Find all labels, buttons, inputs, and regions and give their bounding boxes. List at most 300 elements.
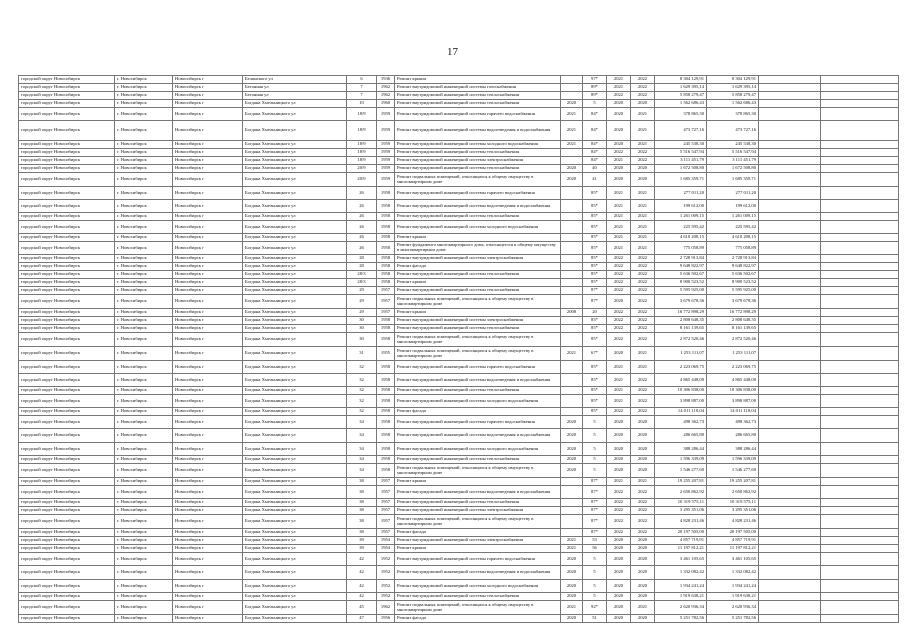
cell-settlement: Новосибирск г xyxy=(173,601,243,615)
cell-wear-percent: 5 xyxy=(583,593,607,601)
cell-planned-year xyxy=(561,325,583,333)
cell-wear-percent: 84* xyxy=(583,121,607,141)
cell-start-year: 2020 xyxy=(607,615,631,623)
cell-city: г. Новосибирск xyxy=(115,566,173,580)
cell-cost-total: 4 610 208,15 xyxy=(707,234,759,242)
cell-street: Богдана Хмельницкого ул xyxy=(243,141,347,149)
cell-settlement: Новосибирск г xyxy=(173,593,243,601)
cell-settlement: Новосибирск г xyxy=(173,456,243,464)
cell-city: г. Новосибирск xyxy=(115,601,173,615)
cell-house-number: 29 xyxy=(347,295,377,309)
table-row xyxy=(19,347,899,361)
cell-settlement: Новосибирск г xyxy=(173,395,243,408)
cell-work-type: Ремонт внутридомовой инженерной системы электроснабжения xyxy=(395,317,561,325)
cell-build-year: 1957 xyxy=(377,486,395,499)
cell-cost: 20 197 505,00 xyxy=(655,529,707,537)
cell-start-year: 2021 xyxy=(607,157,631,165)
cell-city: г. Новосибирск xyxy=(115,387,173,395)
cell-cost-total: 5 858 279,47 xyxy=(707,92,759,100)
cell-cost-total: 20 197 505,00 xyxy=(707,529,759,537)
cell-end-year: 2022 xyxy=(631,515,655,529)
cell-start-year: 2020 xyxy=(607,537,631,545)
cell-settlement: Новосибирск г xyxy=(173,221,243,234)
cell-planned-year: 2020 xyxy=(561,429,583,443)
cell-wear-percent: 41 xyxy=(583,173,607,187)
cell-start-year: 2020 xyxy=(607,295,631,309)
cell-settlement: Новосибирск г xyxy=(173,295,243,309)
cell-build-year: 1958 xyxy=(377,271,395,279)
cell-cost: 1 261 009,15 xyxy=(655,213,707,221)
cell-end-year: 2021 xyxy=(631,221,655,234)
cell-end-year: 2022 xyxy=(631,309,655,317)
cell-district: городской округ Новосибирск xyxy=(19,566,115,580)
cell-build-year: 1958 xyxy=(377,234,395,242)
cell-house-number: 7 xyxy=(347,84,377,92)
cell-extra-2 xyxy=(821,325,899,333)
cell-wear-percent: 5 xyxy=(583,429,607,443)
cell-start-year: 2021 xyxy=(607,221,631,234)
cell-start-year: 2021 xyxy=(607,213,631,221)
cell-work-type: Ремонт внутридомовой инженерной системы теплоснабжения xyxy=(395,100,561,108)
cell-extra-1 xyxy=(759,395,821,408)
table-row xyxy=(19,566,899,580)
cell-street: Богдана Хмельницкого ул xyxy=(243,486,347,499)
cell-house-number: 32 xyxy=(347,395,377,408)
cell-extra-2 xyxy=(821,593,899,601)
cell-wear-percent: 51 xyxy=(583,615,607,623)
cell-cost: 5 858 279,47 xyxy=(655,92,707,100)
cell-planned-year: 2020 xyxy=(561,443,583,456)
cell-end-year: 2022 xyxy=(631,84,655,92)
cell-start-year: 2022 xyxy=(607,486,631,499)
cell-extra-2 xyxy=(821,347,899,361)
cell-end-year: 2022 xyxy=(631,507,655,515)
cell-extra-1 xyxy=(759,408,821,416)
cell-work-type: Ремонт внутридомовой инженерной системы теплоснабжения xyxy=(395,271,561,279)
cell-street: Богдана Хмельницкого ул xyxy=(243,615,347,623)
cell-cost: 5 516 547,94 xyxy=(655,149,707,157)
cell-extra-2 xyxy=(821,545,899,553)
cell-district: городской округ Новосибирск xyxy=(19,615,115,623)
cell-city: г. Новосибирск xyxy=(115,108,173,121)
cell-end-year: 2020 xyxy=(631,566,655,580)
cell-extra-1 xyxy=(759,545,821,553)
cell-district: городской округ Новосибирск xyxy=(19,242,115,255)
table-row xyxy=(19,507,899,515)
cell-settlement: Новосибирск г xyxy=(173,374,243,387)
cell-build-year: 1958 xyxy=(377,408,395,416)
cell-street: Богдана Хмельницкого ул xyxy=(243,165,347,173)
cell-extra-1 xyxy=(759,271,821,279)
cell-start-year: 2020 xyxy=(607,429,631,443)
cell-work-type: Ремонт внутридомовой инженерной системы холодного водоснабжения xyxy=(395,580,561,593)
cell-planned-year: 2020 xyxy=(561,615,583,623)
cell-city: г. Новосибирск xyxy=(115,486,173,499)
cell-house-number: 32 xyxy=(347,408,377,416)
cell-end-year: 2022 xyxy=(631,271,655,279)
capital-repair-table xyxy=(18,75,899,623)
cell-end-year: 2022 xyxy=(631,486,655,499)
cell-end-year: 2022 xyxy=(631,333,655,347)
cell-planned-year: 2020 xyxy=(561,456,583,464)
cell-wear-percent: 5 xyxy=(583,566,607,580)
cell-street: Богдана Хмельницкого ул xyxy=(243,443,347,456)
cell-work-type: Ремонт внутридомовой инженерной системы водоотведения и водоснабжения xyxy=(395,566,561,580)
cell-house-number: 7 xyxy=(347,92,377,100)
cell-cost-total: 1 596 339,09 xyxy=(707,456,759,464)
cell-cost-total: 4 857 719,91 xyxy=(707,537,759,545)
cell-wear-percent: 85* xyxy=(583,279,607,287)
cell-extra-2 xyxy=(821,317,899,325)
cell-settlement: Новосибирск г xyxy=(173,242,243,255)
cell-wear-percent: 92* xyxy=(583,601,607,615)
cell-wear-percent: 85* xyxy=(583,317,607,325)
cell-extra-1 xyxy=(759,456,821,464)
cell-city: г. Новосибирск xyxy=(115,295,173,309)
cell-district: городской округ Новосибирск xyxy=(19,601,115,615)
cell-work-type: Ремонт внутридомовой инженерной системы теплоснабжения xyxy=(395,499,561,507)
cell-planned-year: 2020 xyxy=(561,165,583,173)
cell-wear-percent: 85* xyxy=(583,361,607,374)
cell-extra-1 xyxy=(759,200,821,213)
cell-house-number: 20/9 xyxy=(347,173,377,187)
cell-start-year: 2021 xyxy=(607,187,631,200)
table-row xyxy=(19,100,899,108)
cell-wear-percent: 53 xyxy=(583,537,607,545)
cell-work-type: Ремонт внутридомовой инженерной системы электроснабжения xyxy=(395,157,561,165)
cell-wear-percent: 85* xyxy=(583,325,607,333)
cell-extra-1 xyxy=(759,443,821,456)
cell-start-year: 2021 xyxy=(607,361,631,374)
cell-planned-year: 2021 xyxy=(561,537,583,545)
cell-extra-2 xyxy=(821,149,899,157)
cell-end-year: 2021 xyxy=(631,478,655,486)
cell-house-number: 38 xyxy=(347,478,377,486)
cell-city: г. Новосибирск xyxy=(115,395,173,408)
cell-city: г. Новосибирск xyxy=(115,416,173,429)
cell-end-year: 2020 xyxy=(631,593,655,601)
cell-end-year: 2021 xyxy=(631,361,655,374)
cell-work-type: Ремонт подвальных помещений, относящихся к общему имуществу в многоквартирном доме xyxy=(395,173,561,187)
cell-extra-1 xyxy=(759,165,821,173)
cell-end-year: 2021 xyxy=(631,141,655,149)
cell-house-number: 45 xyxy=(347,601,377,615)
cell-work-type: Ремонт фасада xyxy=(395,263,561,271)
cell-start-year: 2021 xyxy=(607,76,631,84)
cell-build-year: 1958 xyxy=(377,255,395,263)
cell-settlement: Новосибирск г xyxy=(173,408,243,416)
cell-settlement: Новосибирск г xyxy=(173,478,243,486)
cell-house-number: 39 xyxy=(347,545,377,553)
cell-house-number: 28/3 xyxy=(347,271,377,279)
cell-extra-1 xyxy=(759,213,821,221)
cell-extra-2 xyxy=(821,443,899,456)
cell-end-year: 2020 xyxy=(631,580,655,593)
cell-start-year: 2021 xyxy=(607,387,631,395)
cell-planned-year xyxy=(561,76,583,84)
cell-street: Богдана Хмельницкого ул xyxy=(243,507,347,515)
cell-build-year: 1952 xyxy=(377,593,395,601)
cell-street: Богдана Хмельницкого ул xyxy=(243,263,347,271)
cell-start-year: 2022 xyxy=(607,279,631,287)
cell-street: Богдана Хмельницкого ул xyxy=(243,221,347,234)
table-row xyxy=(19,108,899,121)
cell-extra-2 xyxy=(821,200,899,213)
cell-settlement: Новосибирск г xyxy=(173,416,243,429)
cell-house-number: 42 xyxy=(347,553,377,566)
cell-district: городской округ Новосибирск xyxy=(19,100,115,108)
cell-extra-2 xyxy=(821,478,899,486)
cell-extra-2 xyxy=(821,84,899,92)
cell-work-type: Ремонт подвальных помещений, относящихся к общему имуществу в многоквартирном доме xyxy=(395,515,561,529)
cell-wear-percent: 89* xyxy=(583,84,607,92)
cell-house-number: 47 xyxy=(347,615,377,623)
cell-end-year: 2022 xyxy=(631,76,655,84)
cell-cost-total: 3 679 678,36 xyxy=(707,295,759,309)
cell-extra-1 xyxy=(759,309,821,317)
cell-cost: 16 772 898,29 xyxy=(655,309,707,317)
cell-end-year: 2022 xyxy=(631,263,655,271)
cell-district: городской округ Новосибирск xyxy=(19,416,115,429)
cell-district: городской округ Новосибирск xyxy=(19,92,115,100)
cell-district: городской округ Новосибирск xyxy=(19,593,115,601)
cell-cost: 199 612,00 xyxy=(655,200,707,213)
cell-start-year: 2021 xyxy=(607,374,631,387)
cell-extra-1 xyxy=(759,507,821,515)
cell-build-year: 1959 xyxy=(377,157,395,165)
cell-cost-total: 11 197 812,21 xyxy=(707,545,759,553)
cell-planned-year xyxy=(561,408,583,416)
cell-end-year: 2020 xyxy=(631,545,655,553)
cell-extra-1 xyxy=(759,580,821,593)
cell-city: г. Новосибирск xyxy=(115,213,173,221)
cell-extra-1 xyxy=(759,141,821,149)
cell-end-year: 2021 xyxy=(631,200,655,213)
table-row xyxy=(19,84,899,92)
cell-end-year: 2020 xyxy=(631,429,655,443)
cell-extra-2 xyxy=(821,416,899,429)
table-row xyxy=(19,173,899,187)
cell-cost-total: 1 261 009,15 xyxy=(707,213,759,221)
cell-work-type: Ремонт внутридомовой инженерной системы водоотведения и водоснабжения xyxy=(395,486,561,499)
table-row xyxy=(19,374,899,387)
table-row xyxy=(19,221,899,234)
cell-settlement: Новосибирск г xyxy=(173,553,243,566)
cell-house-number: 20/9 xyxy=(347,165,377,173)
cell-cost-total: 16 772 898,29 xyxy=(707,309,759,317)
cell-cost-total: 225 595,42 xyxy=(707,221,759,234)
cell-street: Богдана Хмельницкого ул xyxy=(243,279,347,287)
cell-end-year: 2022 xyxy=(631,255,655,263)
cell-cost-total: 2 728 913,84 xyxy=(707,255,759,263)
cell-house-number: 10 xyxy=(347,100,377,108)
cell-settlement: Новосибирск г xyxy=(173,615,243,623)
cell-extra-1 xyxy=(759,416,821,429)
cell-wear-percent: 87* xyxy=(583,507,607,515)
cell-wear-percent: 5 xyxy=(583,416,607,429)
cell-house-number: 28 xyxy=(347,255,377,263)
table-row xyxy=(19,580,899,593)
cell-end-year: 2020 xyxy=(631,416,655,429)
cell-street: Богдана Хмельницкого ул xyxy=(243,100,347,108)
cell-district: городской округ Новосибирск xyxy=(19,443,115,456)
cell-district: городской округ Новосибирск xyxy=(19,507,115,515)
cell-cost-total: 4 865 448,00 xyxy=(707,374,759,387)
cell-city: г. Новосибирск xyxy=(115,408,173,416)
cell-work-type: Ремонт внутридомовой инженерной системы холодного водоснабжения xyxy=(395,141,561,149)
cell-wear-percent: 85* xyxy=(583,213,607,221)
cell-extra-2 xyxy=(821,387,899,395)
cell-planned-year xyxy=(561,279,583,287)
cell-end-year: 2020 xyxy=(631,165,655,173)
cell-planned-year xyxy=(561,333,583,347)
cell-extra-1 xyxy=(759,537,821,545)
cell-planned-year xyxy=(561,187,583,200)
cell-end-year: 2021 xyxy=(631,108,655,121)
cell-extra-1 xyxy=(759,149,821,157)
cell-extra-1 xyxy=(759,347,821,361)
cell-wear-percent: 5 xyxy=(583,580,607,593)
cell-build-year: 1959 xyxy=(377,141,395,149)
cell-work-type: Ремонт внутридомовой инженерной системы горячего водоснабжения xyxy=(395,553,561,566)
cell-settlement: Новосибирск г xyxy=(173,287,243,295)
cell-district: городской округ Новосибирск xyxy=(19,333,115,347)
cell-start-year: 2022 xyxy=(607,333,631,347)
cell-extra-1 xyxy=(759,374,821,387)
cell-cost: 5 251 782,56 xyxy=(655,615,707,623)
cell-extra-1 xyxy=(759,287,821,295)
cell-cost-total: 8 304 129,91 xyxy=(707,76,759,84)
cell-city: г. Новосибирск xyxy=(115,537,173,545)
cell-extra-1 xyxy=(759,295,821,309)
cell-settlement: Новосибирск г xyxy=(173,234,243,242)
cell-street: Богдана Хмельницкого ул xyxy=(243,255,347,263)
cell-cost: 473 727,16 xyxy=(655,121,707,141)
cell-planned-year xyxy=(561,263,583,271)
cell-build-year: 1959 xyxy=(377,165,395,173)
cell-build-year: 1962 xyxy=(377,84,395,92)
cell-end-year: 2022 xyxy=(631,149,655,157)
cell-city: г. Новосибирск xyxy=(115,545,173,553)
cell-wear-percent: 87* xyxy=(583,287,607,295)
cell-build-year: 1958 xyxy=(377,443,395,456)
cell-planned-year: 2021 xyxy=(561,141,583,149)
cell-settlement: Новосибирск г xyxy=(173,271,243,279)
table-row xyxy=(19,361,899,374)
cell-build-year: 1954 xyxy=(377,545,395,553)
cell-district: городской округ Новосибирск xyxy=(19,478,115,486)
cell-settlement: Новосибирск г xyxy=(173,507,243,515)
cell-settlement: Новосибирск г xyxy=(173,309,243,317)
cell-end-year: 2020 xyxy=(631,100,655,108)
cell-build-year: 1956 xyxy=(377,615,395,623)
cell-cost-total: 4 828 231,46 xyxy=(707,515,759,529)
cell-cost: 11 197 812,21 xyxy=(655,545,707,553)
cell-build-year: 1952 xyxy=(377,553,395,566)
cell-planned-year xyxy=(561,213,583,221)
cell-work-type: Ремонт внутридомовой инженерной системы водоотведения и водоснабжения xyxy=(395,121,561,141)
cell-build-year: 1958 xyxy=(377,279,395,287)
cell-end-year: 2021 xyxy=(631,347,655,361)
cell-extra-1 xyxy=(759,121,821,141)
cell-cost-total: 1 546 277,60 xyxy=(707,464,759,478)
cell-end-year: 2021 xyxy=(631,601,655,615)
cell-wear-percent: 87* xyxy=(583,499,607,507)
cell-city: г. Новосибирск xyxy=(115,615,173,623)
cell-start-year: 2020 xyxy=(607,443,631,456)
cell-settlement: Новосибирск г xyxy=(173,263,243,271)
cell-extra-2 xyxy=(821,213,899,221)
cell-extra-2 xyxy=(821,92,899,100)
cell-extra-1 xyxy=(759,92,821,100)
cell-work-type: Ремонт внутридомовой инженерной системы теплоснабжения xyxy=(395,387,561,395)
cell-house-number: 34 xyxy=(347,464,377,478)
cell-street: Белинского ул xyxy=(243,76,347,84)
table-row xyxy=(19,593,899,601)
cell-house-number: 18/9 xyxy=(347,157,377,165)
cell-build-year: 1958 xyxy=(377,387,395,395)
cell-house-number: 26 xyxy=(347,187,377,200)
cell-build-year: 1958 xyxy=(377,200,395,213)
cell-district: городской округ Новосибирск xyxy=(19,456,115,464)
cell-start-year: 2020 xyxy=(607,553,631,566)
cell-extra-2 xyxy=(821,165,899,173)
cell-end-year: 2022 xyxy=(631,374,655,387)
cell-cost: 5 636 502,67 xyxy=(655,271,707,279)
cell-build-year: 1958 xyxy=(377,187,395,200)
cell-start-year: 2022 xyxy=(607,309,631,317)
cell-work-type: Ремонт внутридомовой инженерной системы теплоснабжения xyxy=(395,456,561,464)
cell-wear-percent: 84* xyxy=(583,141,607,149)
cell-extra-2 xyxy=(821,234,899,242)
table-row xyxy=(19,456,899,464)
cell-build-year: 1960 xyxy=(377,100,395,108)
cell-city: г. Новосибирск xyxy=(115,464,173,478)
cell-street: Богдана Хмельницкого ул xyxy=(243,295,347,309)
table-row xyxy=(19,486,899,499)
cell-street: Богдана Хмельницкого ул xyxy=(243,149,347,157)
cell-planned-year: 2021 xyxy=(561,108,583,121)
cell-settlement: Новосибирск г xyxy=(173,347,243,361)
cell-start-year: 2022 xyxy=(607,515,631,529)
cell-start-year: 2021 xyxy=(607,242,631,255)
cell-cost: 1 672 508,80 xyxy=(655,165,707,173)
cell-start-year: 2020 xyxy=(607,173,631,187)
cell-start-year: 2021 xyxy=(607,478,631,486)
table-row xyxy=(19,478,899,486)
cell-street: Богдана Хмельницкого ул xyxy=(243,395,347,408)
cell-district: городской округ Новосибирск xyxy=(19,486,115,499)
cell-district: городской округ Новосибирск xyxy=(19,84,115,92)
cell-extra-1 xyxy=(759,108,821,121)
cell-extra-2 xyxy=(821,287,899,295)
cell-cost: 9 648 822,97 xyxy=(655,263,707,271)
cell-extra-2 xyxy=(821,242,899,255)
cell-street: Богдана Хмельницкого ул xyxy=(243,566,347,580)
cell-work-type: Ремонт крыши xyxy=(395,309,561,317)
cell-district: городской округ Новосибирск xyxy=(19,287,115,295)
cell-house-number: 26 xyxy=(347,221,377,234)
cell-build-year: 1958 xyxy=(377,464,395,478)
cell-start-year: 2020 xyxy=(607,593,631,601)
cell-wear-percent: 84* xyxy=(583,108,607,121)
table-row xyxy=(19,76,899,84)
cell-district: городской округ Новосибирск xyxy=(19,141,115,149)
cell-settlement: Новосибирск г xyxy=(173,173,243,187)
cell-start-year: 2020 xyxy=(607,566,631,580)
cell-build-year: 1958 xyxy=(377,416,395,429)
cell-work-type: Ремонт внутридомовой инженерной системы теплоснабжения xyxy=(395,149,561,157)
